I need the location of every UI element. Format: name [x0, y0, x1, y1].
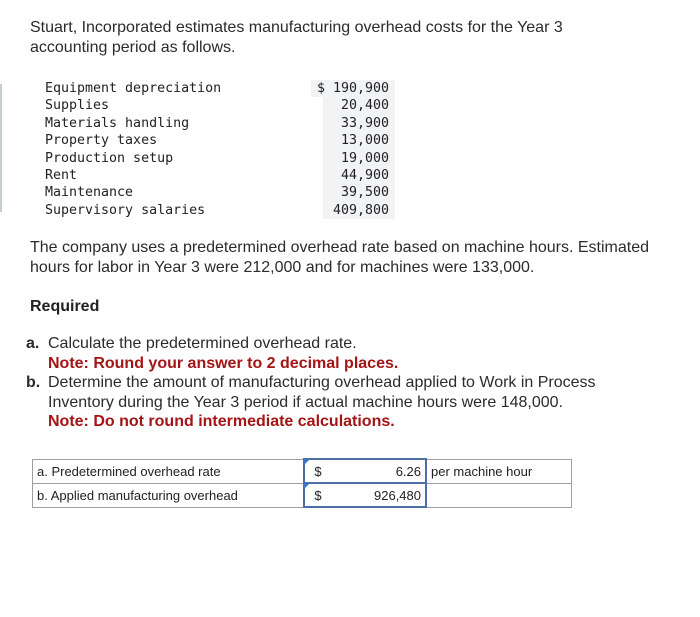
flag-icon — [304, 459, 310, 465]
answer-row — [33, 459, 572, 483]
cost-label: Rent — [45, 167, 78, 183]
cost-row — [45, 97, 395, 114]
cost-row — [45, 115, 395, 132]
cost-value: 20,400 — [323, 97, 395, 114]
currency-symbol: $ — [314, 487, 322, 503]
left-margin-rule — [0, 84, 2, 212]
cost-row — [45, 167, 395, 184]
cost-value: $ 190,900 — [311, 80, 395, 97]
requirements-list — [26, 334, 646, 432]
cost-value: 44,900 — [323, 167, 395, 184]
answer-row — [33, 483, 572, 507]
intro-text: Stuart, Incorporated estimates manufacturing overhead costs for the Year 3 accounting period as follows. — [30, 19, 563, 56]
answer-label: a. Predetermined overhead rate — [33, 459, 305, 483]
cost-value: 19,000 — [323, 150, 395, 167]
cost-row — [45, 150, 395, 167]
answer-unit — [426, 483, 572, 507]
cost-row — [45, 80, 395, 97]
cost-label: Equipment depreciation — [45, 81, 222, 96]
predetermined-rate-input[interactable]: 6.26 — [331, 459, 426, 483]
answer-currency-cell — [304, 483, 331, 507]
currency-symbol: $ — [314, 463, 322, 479]
answer-unit: per machine hour — [426, 459, 572, 483]
answer-currency-cell — [304, 459, 331, 483]
cost-value: 13,000 — [323, 132, 395, 149]
requirement-label: b. — [26, 374, 41, 391]
cost-label: Supplies — [45, 98, 110, 114]
cost-label: Materials handling — [45, 115, 190, 131]
answer-label: b. Applied manufacturing overhead — [33, 483, 305, 507]
requirement-note: Note: Do not round intermediate calculations. — [48, 413, 395, 430]
requirement-a — [26, 334, 646, 373]
requirement-text: Calculate the predetermined overhead rate. — [48, 335, 357, 352]
cost-label: Supervisory salaries — [45, 202, 206, 218]
cost-label: Production setup — [45, 150, 174, 166]
required-heading: Required — [30, 298, 100, 315]
context-paragraph: The company uses a predetermined overhead rate based on machine hours. Estimated hours for labor in Year 3 were 212,000 and for machines were 133,000. — [30, 239, 650, 276]
cost-row — [45, 202, 395, 219]
requirement-label: a. — [26, 335, 40, 352]
cost-row — [45, 184, 395, 201]
requirement-b — [26, 373, 646, 432]
answer-table — [32, 458, 572, 508]
requirement-note: Note: Round your answer to 2 decimal places. — [48, 354, 399, 372]
requirement-text: Determine the amount of manufacturing overhead applied to Work in Process Inventory during the Year 3 period if actual machine hours were 148,000. — [48, 374, 596, 411]
cost-value: 39,500 — [323, 184, 395, 201]
applied-overhead-input[interactable]: 926,480 — [331, 483, 426, 507]
overhead-cost-table — [45, 80, 395, 219]
cost-label: Property taxes — [45, 133, 158, 149]
flag-icon — [304, 483, 310, 489]
cost-row — [45, 132, 395, 149]
cost-value: 409,800 — [323, 202, 395, 219]
cost-label: Maintenance — [45, 185, 134, 201]
cost-value: 33,900 — [323, 115, 395, 132]
